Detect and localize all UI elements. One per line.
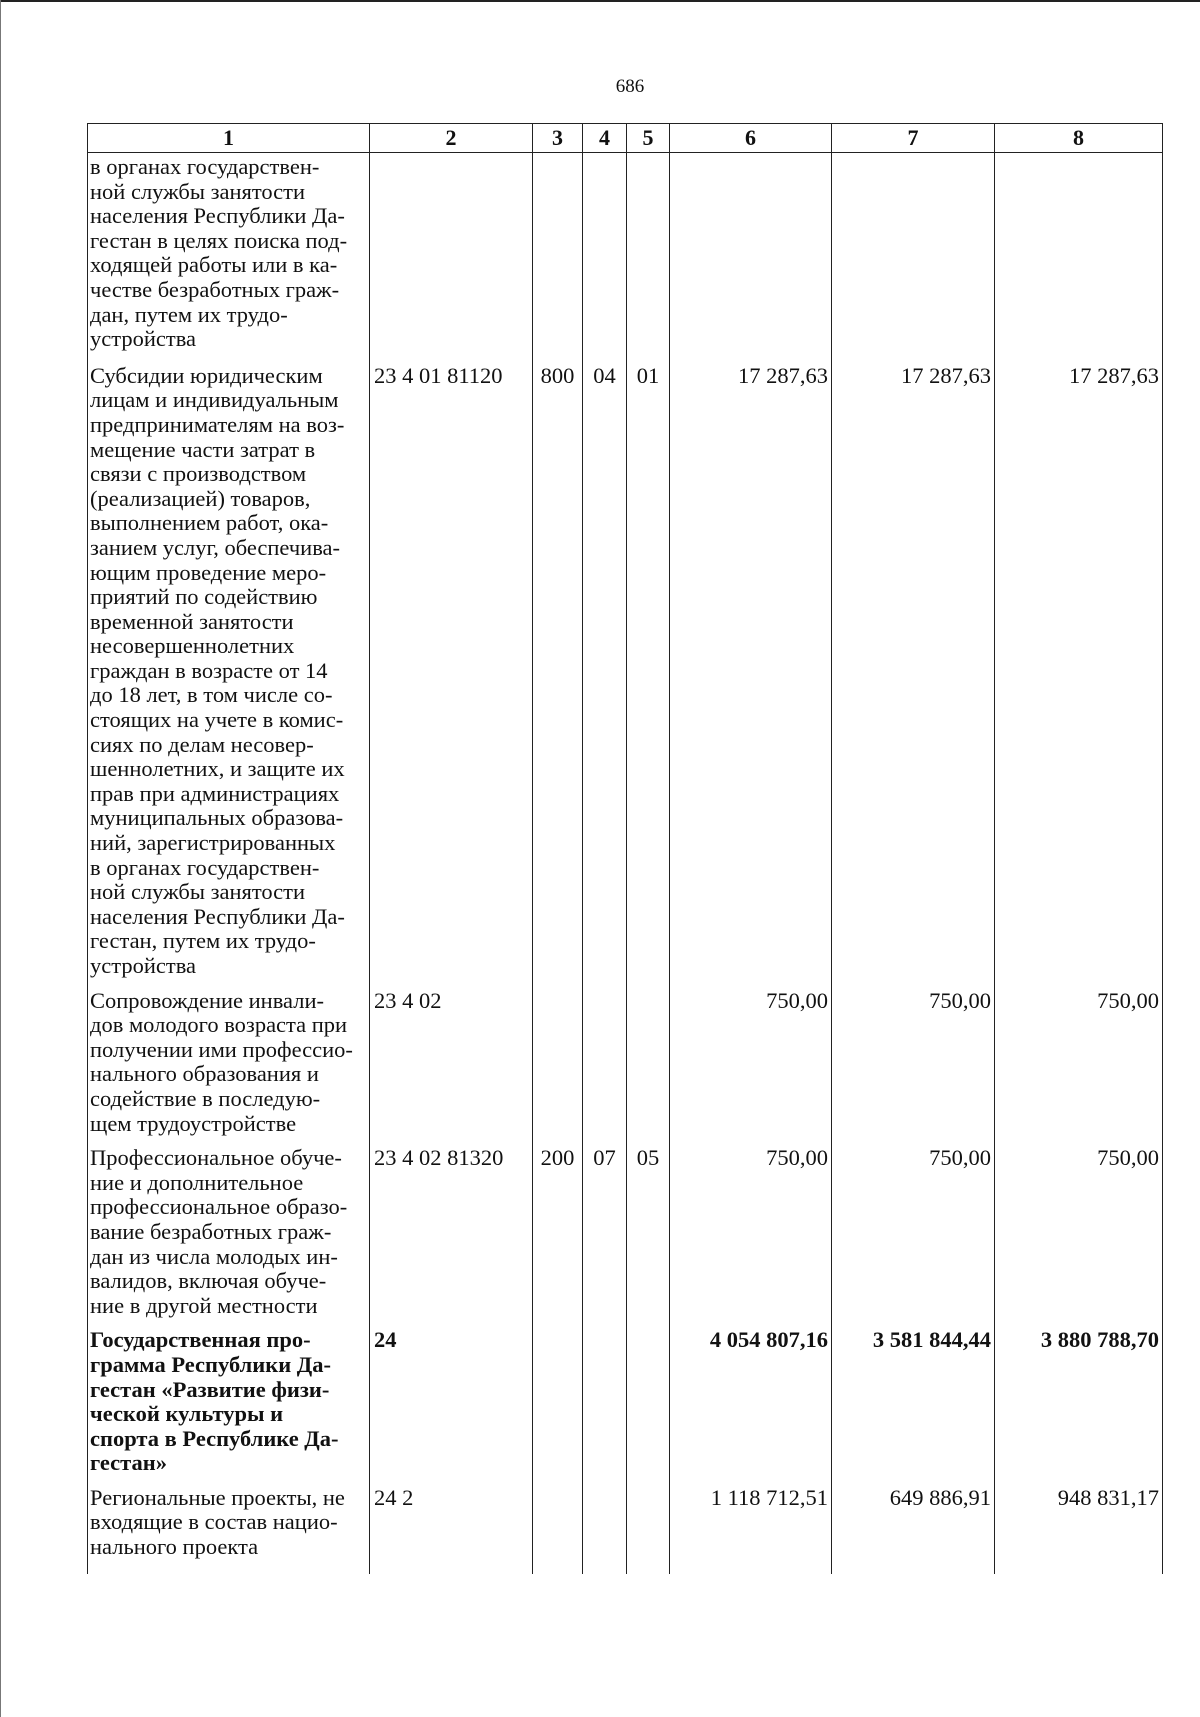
row-col5-cell bbox=[627, 1486, 670, 1574]
row-amount-col6: 4 054 807,16 bbox=[670, 1328, 832, 1486]
row-code-cell bbox=[370, 153, 533, 364]
header-col-6: 6 bbox=[670, 124, 832, 153]
row-col3-cell: 200 bbox=[533, 1146, 583, 1328]
row-col3-cell bbox=[533, 153, 583, 364]
header-col-1: 1 bbox=[88, 124, 370, 153]
row-amount-col7: 750,00 bbox=[832, 989, 995, 1147]
row-name-cell: Сопровождение инвали- дов молодого возраста при получении ими профессио- нального образования и содействие в последую- щем трудоустройстве bbox=[88, 989, 370, 1147]
row-amount-col8: 750,00 bbox=[995, 1146, 1163, 1328]
row-code-cell: 23 4 02 bbox=[370, 989, 533, 1147]
row-col5-cell: 01 bbox=[627, 364, 670, 989]
table-row bbox=[88, 1486, 1163, 1574]
budget-table bbox=[87, 123, 1163, 1574]
row-col4-cell bbox=[583, 1328, 627, 1486]
row-col5-cell: 05 bbox=[627, 1146, 670, 1328]
row-col4-cell: 07 bbox=[583, 1146, 627, 1328]
header-row bbox=[88, 124, 1163, 153]
row-amount-col6 bbox=[670, 153, 832, 364]
table-row bbox=[88, 364, 1163, 989]
row-col3-cell bbox=[533, 1328, 583, 1486]
row-col3-cell bbox=[533, 989, 583, 1147]
page-left-border bbox=[0, 0, 1, 1717]
table-row bbox=[88, 1146, 1163, 1328]
header-col-4: 4 bbox=[583, 124, 627, 153]
header-col-2: 2 bbox=[370, 124, 533, 153]
row-amount-col7: 649 886,91 bbox=[832, 1486, 995, 1574]
row-amount-col7: 750,00 bbox=[832, 1146, 995, 1328]
row-name-cell: Субсидии юридическим лицам и индивидуальным предпринимателям на воз- мещение части затрат в связи с производством (реализацией) товаров, выполнением работ, ока- занием услуг, обеспечива- ющим проведение меро- приятий по содействию временной занятости несовершеннолетних граждан в возрасте от 14 до 18 лет, в том числе со- стоящих на учете в комис- сиях по делам несовер- шеннолетних, и защите их прав при администрациях муниципальных образова- ний, зарегистрированных в органах государствен- ной службы занятости населения Республики Да- гестан, путем их трудо- устройства bbox=[88, 364, 370, 989]
row-amount-col8 bbox=[995, 153, 1163, 364]
table-row bbox=[88, 153, 1163, 364]
row-name-cell: в органах государствен- ной службы занятости населения Республики Да- гестан в целях поиска под- ходящей работы или в ка- честве безработных граж- дан, путем их трудо- устройства bbox=[88, 153, 370, 364]
row-amount-col7 bbox=[832, 153, 995, 364]
row-name-cell: Профессиональное обуче- ние и дополнительное профессиональное образо- вание безработных граж- дан из числа молодых ин- валидов, включая обуче- ние в другой местности bbox=[88, 1146, 370, 1328]
row-amount-col7: 17 287,63 bbox=[832, 364, 995, 989]
row-amount-col8: 3 880 788,70 bbox=[995, 1328, 1163, 1486]
table-row bbox=[88, 1328, 1163, 1486]
row-amount-col6: 750,00 bbox=[670, 1146, 832, 1328]
row-amount-col8: 948 831,17 bbox=[995, 1486, 1163, 1574]
row-col3-cell bbox=[533, 1486, 583, 1574]
row-col4-cell bbox=[583, 153, 627, 364]
table-row bbox=[88, 989, 1163, 1147]
row-amount-col6: 750,00 bbox=[670, 989, 832, 1147]
header-col-7: 7 bbox=[832, 124, 995, 153]
row-col4-cell: 04 bbox=[583, 364, 627, 989]
page-number: 686 bbox=[615, 76, 645, 97]
row-name-cell: Государственная про- грамма Республики Да- гестан «Развитие физи- ческой культуры и спорта в Республике Да- гестан» bbox=[88, 1328, 370, 1486]
page-top-border bbox=[0, 0, 1200, 2]
header-col-3: 3 bbox=[533, 124, 583, 153]
row-code-cell: 24 2 bbox=[370, 1486, 533, 1574]
row-col4-cell bbox=[583, 1486, 627, 1574]
row-amount-col6: 17 287,63 bbox=[670, 364, 832, 989]
row-col5-cell bbox=[627, 989, 670, 1147]
row-code-cell: 24 bbox=[370, 1328, 533, 1486]
row-name-cell: Региональные проекты, не входящие в состав нацио- нального проекта bbox=[88, 1486, 370, 1574]
row-col5-cell bbox=[627, 1328, 670, 1486]
row-amount-col7: 3 581 844,44 bbox=[832, 1328, 995, 1486]
row-code-cell: 23 4 02 81320 bbox=[370, 1146, 533, 1328]
table-body bbox=[88, 153, 1163, 1574]
row-col3-cell: 800 bbox=[533, 364, 583, 989]
row-code-cell: 23 4 01 81120 bbox=[370, 364, 533, 989]
header-col-8: 8 bbox=[995, 124, 1163, 153]
row-amount-col8: 750,00 bbox=[995, 989, 1163, 1147]
header-col-5: 5 bbox=[627, 124, 670, 153]
row-col5-cell bbox=[627, 153, 670, 364]
row-amount-col8: 17 287,63 bbox=[995, 364, 1163, 989]
row-amount-col6: 1 118 712,51 bbox=[670, 1486, 832, 1574]
row-col4-cell bbox=[583, 989, 627, 1147]
